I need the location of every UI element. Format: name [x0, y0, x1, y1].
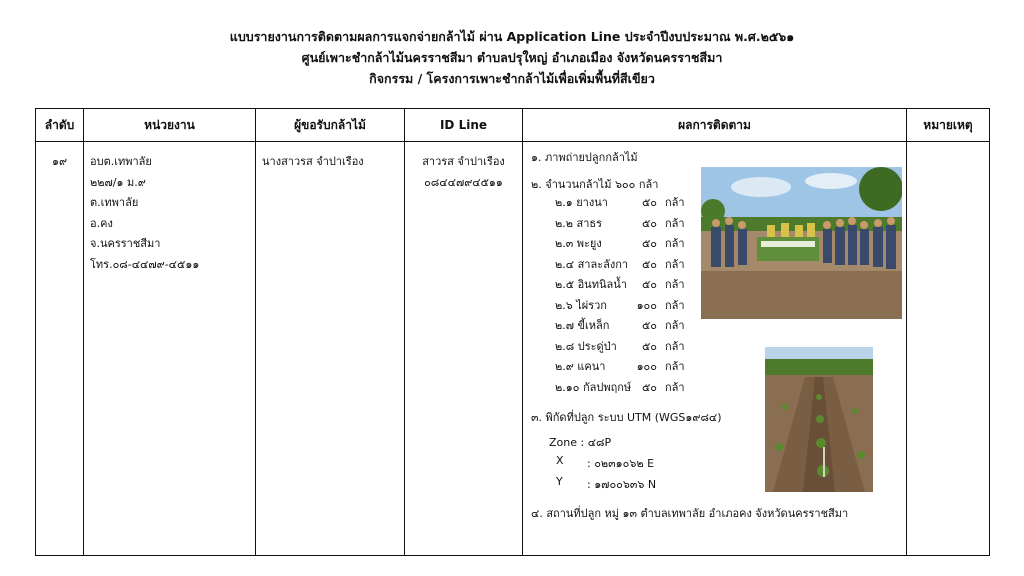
id-line-name: สาวรส จำปาเรือง — [422, 155, 505, 168]
unit-line: ต.เทพาลัย — [90, 196, 139, 209]
report-header — [0, 0, 1024, 89]
utm-zone: Zone : ๔๘P — [549, 436, 612, 449]
tree-name: ๒.๓ พะยูง — [555, 237, 602, 250]
unit-address — [84, 142, 255, 275]
tree-qty: ๕๐ — [641, 319, 657, 332]
cell-recipient — [256, 142, 405, 556]
cell-result — [523, 142, 907, 556]
result-item-photo: ๑. ภาพถ่ายปลูกกล้าไม้ — [531, 151, 638, 164]
tree-unit: กล้า — [665, 278, 685, 291]
table-header-row — [36, 109, 990, 142]
tree-qty: ๕๐ — [641, 339, 657, 353]
cell-unit — [84, 142, 256, 556]
tree-name: ๒.๒ สาธร — [555, 216, 603, 230]
tree-qty: ๕๐ — [641, 196, 657, 209]
seedlings-photo-image — [765, 347, 873, 492]
cell-id-line — [405, 142, 523, 556]
tree-name: ๒.๔ สาละลังกา — [555, 257, 629, 271]
col-header-recipient: ผู้ขอรับกล้าไม้ — [256, 109, 405, 142]
tree-list-item — [555, 214, 685, 235]
unit-line: จ.นครราชสีมา — [90, 237, 161, 250]
tree-qty: ๕๐ — [641, 237, 657, 250]
report-subtitle-center: ศูนย์เพาะชำกล้าไม้นครราชสีมา ตำบลปรุใหญ่ อำเภอเมือง จังหวัดนครราชสีมา — [301, 50, 723, 65]
unit-line: อบต.เทพาลัย — [90, 155, 152, 168]
tree-name: ๒.๗ ขี้เหล็ก — [555, 319, 610, 332]
tree-unit: กล้า — [665, 380, 685, 394]
id-line-block — [405, 142, 522, 193]
report-table — [35, 108, 990, 556]
cell-no — [36, 142, 84, 556]
planting-group-photo — [701, 167, 902, 319]
tree-list-item — [555, 275, 685, 296]
tree-unit: กล้า — [665, 339, 685, 353]
row-number: ๑๙ — [51, 155, 68, 168]
utm-y-value: : ๑๗๐๐๖๓๖ N — [587, 478, 657, 491]
col-header-id-line: ID Line — [405, 109, 523, 142]
result-item-utm: ๓. พิกัดที่ปลูก ระบบ UTM (WGS๑๙๘๔) — [531, 411, 722, 424]
tree-list-item — [555, 378, 685, 399]
table-row — [36, 142, 990, 556]
tree-qty: ๕๐ — [641, 380, 657, 394]
col-header-unit: หน่วยงาน — [84, 109, 256, 142]
report-subtitle-activity: กิจกรรม / โครงการเพาะชำกล้าไม้เพื่อเพิ่มพื้นที่สีเขียว — [369, 71, 655, 86]
utm-x-value: : ๐๒๓๑๐๖๒ E — [587, 457, 655, 470]
tree-list-item — [555, 296, 685, 317]
utm-y-label: Y — [556, 475, 563, 488]
tree-name: ๒.๕ อินทนิลน้ำ — [555, 278, 627, 291]
result-block — [523, 142, 906, 555]
col-header-no: ลำดับ — [36, 109, 84, 142]
tree-unit: กล้า — [665, 216, 685, 230]
tree-name: ๒.๙ แคนา — [555, 360, 606, 373]
col-header-result: ผลการติดตาม — [523, 109, 907, 142]
tree-qty: ๕๐ — [641, 216, 657, 230]
tree-list-item — [555, 193, 685, 214]
tree-unit: กล้า — [665, 257, 685, 271]
result-item-quantity: ๒. จำนวนกล้าไม้ ๖๐๐ กล้า — [531, 178, 659, 191]
tree-unit: กล้า — [665, 196, 685, 209]
tree-qty: ๕๐ — [641, 257, 657, 271]
tree-name: ๒.๖ ไผ่รวก — [555, 298, 607, 312]
tree-unit: กล้า — [665, 237, 685, 250]
tree-unit: กล้า — [665, 319, 685, 332]
col-header-remark: หมายเหตุ — [907, 109, 990, 142]
unit-line: อ.คง — [90, 216, 113, 230]
tree-qty: ๑๐๐ — [636, 298, 657, 312]
tree-name: ๒.๘ ประดู่ป่า — [555, 339, 617, 353]
recipient-name: นางสาวรส จำปาเรือง — [262, 155, 364, 168]
tree-name: ๒.๑๐ กัลปพฤกษ์ — [555, 380, 632, 394]
result-item-location: ๔. สถานที่ปลูก หมู่ ๑๓ ตำบลเทพาลัย อำเภอคง จังหวัดนครราชสีมา — [531, 507, 849, 520]
cell-remark — [907, 142, 990, 556]
unit-line: ๒๒๗/๑ ม.๙ — [90, 175, 146, 189]
utm-x-label: X — [556, 454, 564, 467]
id-line-phone: ๐๘๔๔๗๙๔๕๑๑ — [424, 175, 503, 189]
tree-qty: ๕๐ — [641, 278, 657, 291]
remark-text — [907, 142, 989, 152]
tree-list-item — [555, 316, 685, 337]
report-title: แบบรายงานการติดตามผลการแจกจ่ายกล้าไม้ ผ่าน Application Line ประจำปีงบประมาณ พ.ศ.๒๕๖๑ — [229, 29, 795, 44]
tree-name: ๒.๑ ยางนา — [555, 196, 608, 209]
unit-line: โทร.๐๘-๔๔๗๙-๔๕๑๑ — [90, 257, 200, 271]
tree-list-item — [555, 255, 685, 276]
planted-seedlings-photo — [765, 347, 873, 492]
tree-unit: กล้า — [665, 298, 685, 312]
tree-list-item — [555, 234, 685, 255]
group-photo-image — [701, 167, 902, 319]
tree-qty: ๑๐๐ — [636, 360, 657, 373]
tree-list-item — [555, 337, 685, 358]
tree-list-item — [555, 357, 685, 378]
tree-unit: กล้า — [665, 360, 685, 373]
